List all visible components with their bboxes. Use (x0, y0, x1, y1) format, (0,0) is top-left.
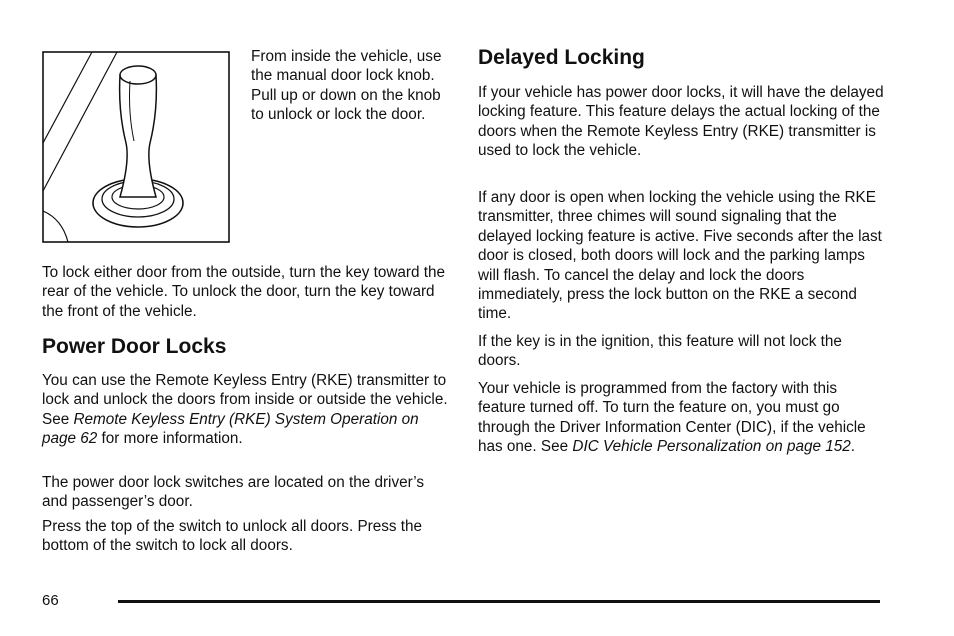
rke-text-end: for more information. (97, 430, 243, 448)
delayed-locking-heading: Delayed Locking (478, 46, 645, 69)
rke-paragraph-text (42, 371, 452, 449)
switch-usage-paragraph (42, 517, 452, 556)
ignition-paragraph (478, 332, 888, 371)
ignition-text: If the key is in the ignition, this feature will not lock the doors. (478, 333, 842, 370)
switch-location-paragraph (42, 473, 452, 512)
rke-page-reference-link[interactable]: Remote Keyless Entry (RKE) System Operation on page 62 (42, 410, 419, 448)
delayed-locking-intro-paragraph (478, 83, 888, 161)
switch-location-text: The power door lock switches are located on the driver’s and passenger’s door. (42, 474, 425, 511)
rke-paragraph (42, 371, 452, 449)
footer-rule (118, 600, 880, 603)
factory-setting-text (478, 379, 888, 457)
door-lock-knob-illustration (42, 51, 230, 243)
rke-text-start: You can use the Remote Keyless Entry (RKE) transmitter to lock and unlock the doors from inside or outside the vehicle. See (42, 372, 448, 428)
page-number: 66 (42, 592, 59, 609)
switch-usage-text: Press the top of the switch to unlock all doors. Press the bottom of the switch to lock all doors. (42, 518, 423, 555)
dic-page-reference-link[interactable]: DIC Vehicle Personalization on page 152 (572, 438, 851, 456)
delayed-locking-intro-text: If your vehicle has power door locks, it will have the delayed locking feature. This feature delays the actual locking of the doors when the Remote Keyless Entry (RKE) transmitter is used to lock the vehicle. (478, 84, 884, 160)
door-open-paragraph (478, 188, 888, 324)
power-door-locks-heading: Power Door Locks (42, 335, 227, 358)
factory-setting-paragraph (478, 379, 888, 457)
factory-text-start: Your vehicle is programmed from the factory with this feature turned off. To turn the feature on, you must go through the Driver Information Center (DIC), if the vehicle has one. See (478, 380, 866, 456)
key-lock-text: To lock either door from the outside, turn the key toward the rear of the vehicle. To unlock the door, turn the key toward the front of the vehicle. (42, 264, 446, 320)
figure-caption (251, 47, 451, 125)
key-lock-paragraph (42, 263, 452, 321)
factory-text-end: . (850, 438, 856, 456)
caption-text: From inside the vehicle, use the manual door lock knob. Pull up or down on the knob to unlock or lock the door. (251, 48, 442, 124)
door-open-text: If any door is open when locking the vehicle using the RKE transmitter, three chimes will sound signaling that the delayed locking feature is active. Five seconds after the last door is closed, both doors will lock and the parking lamps will flash. To cancel the delay and lock the doors immediately, press the lock button on the RKE a second time. (478, 189, 882, 323)
